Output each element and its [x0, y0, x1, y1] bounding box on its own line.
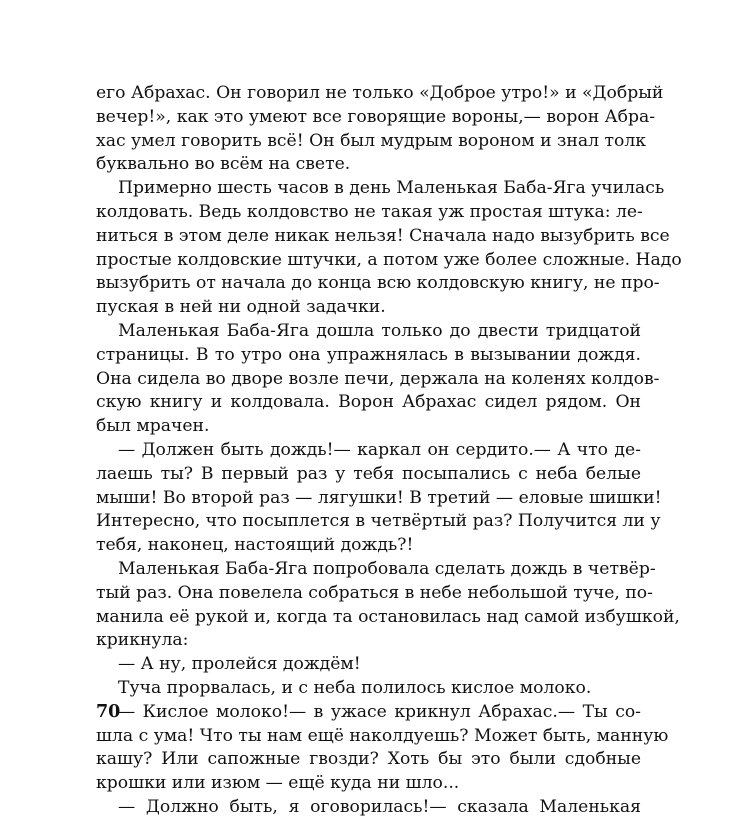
text-line: лаешь ты? В первый раз у тебя посыпались с неба белые [96, 463, 641, 484]
text-line: его Абрахас. Он говорил не только «Доброе утро!» и «Добрый [96, 83, 664, 103]
text-line: крикнула: [96, 630, 189, 651]
text-line: буквально во всём на свете. [96, 154, 351, 175]
text-line: Маленькая Баба-Яга дошла только до двести тридцатой [118, 320, 641, 341]
text-line: Примерно шесть часов в день Маленькая Баба-Яга училась [118, 178, 665, 199]
text-line: хас умел говорить всё! Он был мудрым вороном и знал толк [96, 130, 646, 151]
text-line: вызубрить от начала до конца всю колдовскую книгу, не про- [96, 273, 660, 294]
text-line: колдовать. Ведь колдовство не такая уж простая штука: ле- [96, 201, 643, 222]
paragraph-3 [96, 320, 660, 439]
text-line: пуская в ней ни одной задачки. [96, 297, 386, 318]
paragraph-4 [96, 439, 662, 558]
text-line: крошки или изюм — ещё куда ни шло... [96, 773, 460, 794]
text-line: кашу? Или сапожные гвозди? Хоть бы это были сдобные [96, 749, 641, 770]
paragraph-5 [96, 558, 680, 653]
paragraph-1 [96, 82, 664, 177]
page-number: 70 [96, 702, 121, 722]
text-line: страницы. В то утро она упражнялась в вызывании дождя. [96, 344, 641, 365]
text-line: вечер!», как это умеют все говорящие вороны,— ворон Абра- [96, 106, 656, 127]
text-line: был мрачен. [96, 416, 210, 437]
text-line: Туча прорвалась, и с неба полилось кислое молоко. [118, 677, 592, 698]
text-line: — Должен быть дождь!— каркал он сердито.— А что де- [118, 439, 641, 460]
paragraph-9 [96, 796, 641, 820]
paragraph-8 [96, 701, 669, 796]
text-line: Она сидела во дворе возле печи, держала на коленях колдов- [96, 368, 660, 389]
paragraph-2 [96, 177, 682, 320]
text-line: Интересно, что посыплется в четвёртый раз? Получится ли у [96, 511, 661, 532]
text-line: Маленькая Баба-Яга попробовала сделать дождь в четвёр- [118, 558, 656, 579]
text-line: скую книгу и колдовала. Ворон Абрахас сидел рядом. Он [96, 392, 641, 413]
text-line: тый раз. Она повелела собраться в небе небольшой туче, по- [96, 582, 653, 603]
text-line: — Кислое молоко!— в ужасе крикнул Абрахас.— Ты со- [118, 701, 641, 722]
text-line: — А ну, пролейся дождём! [118, 654, 361, 675]
text-line: тебя, наконец, настоящий дождь?! [96, 535, 414, 556]
text-line: — Должно быть, я оговорилась!— сказала Маленькая [118, 796, 641, 817]
text-line: манила её рукой и, когда та остановилась над самой избушкой, [96, 606, 680, 627]
text-line: ниться в этом деле никак нельзя! Сначала надо вызубрить все [96, 225, 670, 246]
text-line: шла с ума! Что ты нам ещё наколдуешь? Может быть, манную [96, 725, 669, 746]
text-line: мыши! Во второй раз — лягушки! В третий — еловые шишки! [96, 487, 662, 508]
text-line: простые колдовские штучки, а потом уже более сложные. Надо [96, 249, 682, 270]
body-text [96, 82, 682, 820]
paragraph-7 [96, 677, 641, 701]
paragraph-6 [96, 653, 641, 677]
